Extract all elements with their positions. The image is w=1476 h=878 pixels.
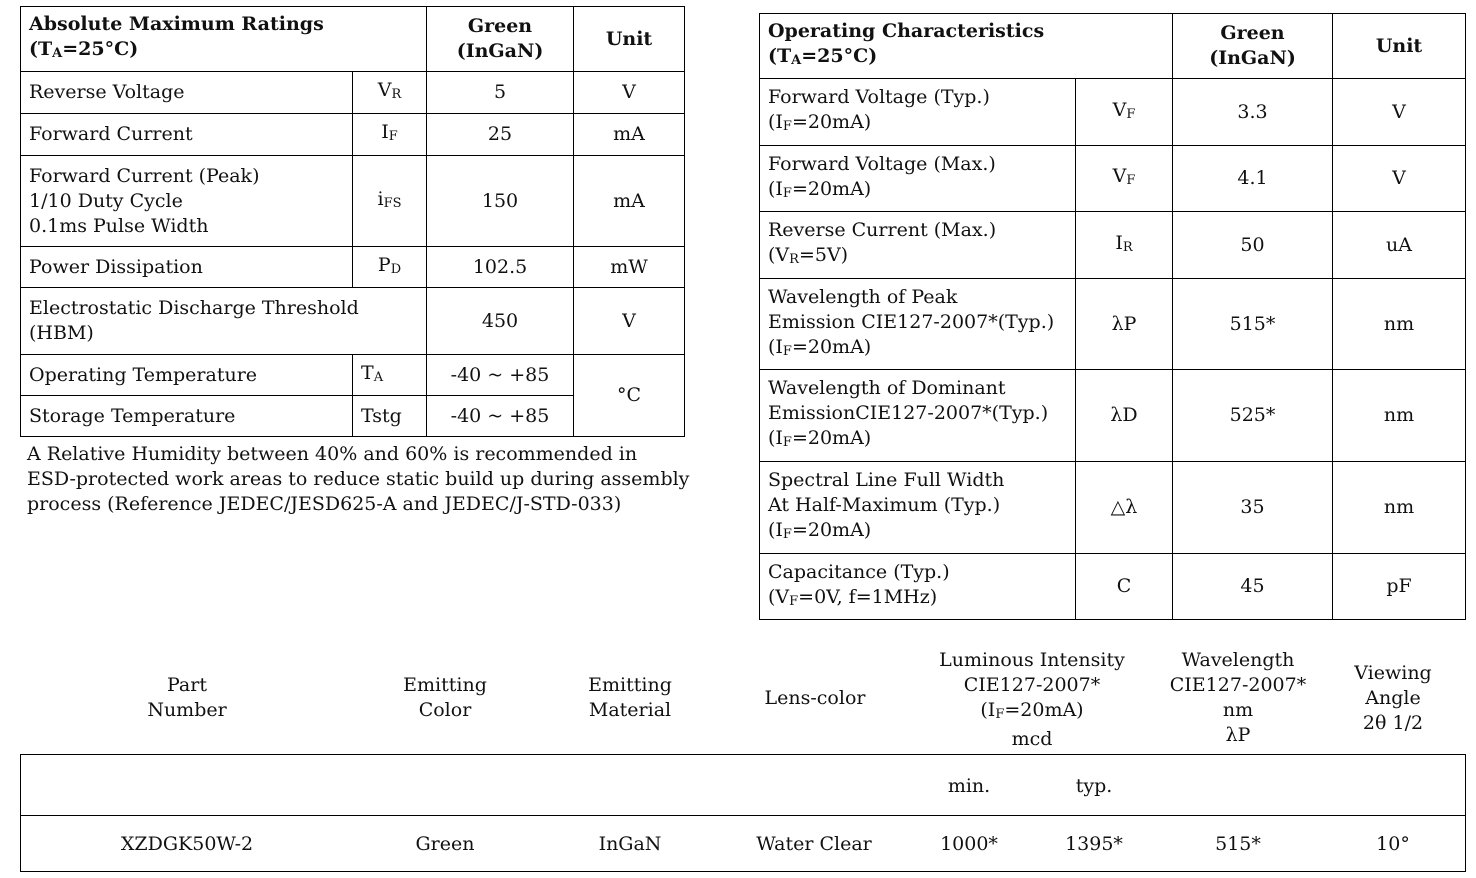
parameter-name: Spectral Line Full Width At Half-Maximum (Typ.) $(I_F=20mA)$ [760,462,1076,554]
table-header-row [760,14,1466,79]
unit: V [1333,146,1466,212]
header-part-number: Part Number [147,674,227,721]
intensity-typ: 1395* [1065,833,1123,855]
header-emitting-color: Emitting Color [403,674,487,721]
table-row [760,370,1466,462]
table-row [21,156,685,247]
parameter-name: Reverse Voltage [21,72,353,114]
symbol: Tstg [353,396,427,437]
symbol: C [1076,554,1173,620]
table-row [760,212,1466,279]
operating-characteristics-table [759,13,1466,620]
unit: mA [574,156,685,247]
parameter-name: Capacitance (Typ.) ($V_F=0V$, f=1MHz) [760,554,1076,620]
parameter-name: Wavelength of Peak Emission CIE127-2007*(Typ.) $(I_F=20mA)$ [760,279,1076,370]
parameter-name: Forward Current (Peak) 1/10 Duty Cycle 0.1ms Pulse Width [21,156,353,247]
intensity-min: 1000* [940,833,998,855]
column-header-green: Green (InGaN) [427,7,574,72]
parameter-name: Reverse Current (Max.) $(V_R=5V)$ [760,212,1076,279]
table-title: Absolute Maximum Ratings $(T_A=25^\circ C)$ [21,7,427,72]
value: -40 ~ +85 [427,396,574,437]
parameter-name: Operating Temperature [21,355,353,396]
table-row [21,247,685,288]
table-row [760,279,1466,370]
unit: mW [574,247,685,288]
symbol: $V_R$ [353,72,427,114]
value: 515* [1173,279,1333,370]
divider [21,815,1465,816]
unit: V [574,288,685,355]
value: 25 [427,114,574,156]
table-row [760,462,1466,554]
parameter-name: Forward Voltage (Typ.) $(I_F=20mA)$ [760,79,1076,146]
value: 3.3 [1173,79,1333,146]
value: 525* [1173,370,1333,462]
value: -40 ~ +85 [427,355,574,396]
symbol: △λ [1076,462,1173,554]
unit: nm [1333,462,1466,554]
table-row [21,114,685,156]
emitting-color: Green [415,833,475,855]
symbol: $T_A$ [353,355,427,396]
column-header-unit: Unit [574,7,685,72]
symbol: $I_R$ [1076,212,1173,279]
value: 150 [427,156,574,247]
parameter-name: Forward Voltage (Max.) $(I_F=20mA)$ [760,146,1076,212]
viewing-angle-value: 10° [1376,833,1410,855]
unit: V [574,72,685,114]
subheader-min: min. [947,775,991,797]
value: 50 [1173,212,1333,279]
parameter-name: Power Dissipation [21,247,353,288]
unit: V [1333,79,1466,146]
symbol: λD [1076,370,1173,462]
symbol: $I_F$ [353,114,427,156]
value: 5 [427,72,574,114]
value: 35 [1173,462,1333,554]
symbol: $P_D$ [353,247,427,288]
value: 45 [1173,554,1333,620]
column-header-unit: Unit [1333,14,1466,79]
absolute-maximum-ratings-table [20,6,685,437]
unit: nm [1333,279,1466,370]
unit: uA [1333,212,1466,279]
parameter-name: Wavelength of Dominant EmissionCIE127-2007*(Typ.) $(I_F=20mA)$ [760,370,1076,462]
symbol: λP [1076,279,1173,370]
header-viewing-angle: Viewing Angle 2θ 1/2 [1354,662,1432,734]
table-row [760,554,1466,620]
lens-color: Water Clear [756,833,872,855]
header-wavelength: Wavelength CIE127-2007* nm λP [1169,649,1307,746]
unit: pF [1333,554,1466,620]
parameter-name: Electrostatic Discharge Threshold (HBM) [21,288,427,355]
table-row [760,79,1466,146]
value: 4.1 [1173,146,1333,212]
header-emitting-material: Emitting Material [588,674,672,721]
subheader-typ: typ. [1075,775,1113,797]
table-header-row [21,7,685,72]
table-title: Operating Characteristics $(T_A=25^\circ C)$ [760,14,1173,79]
header-luminous-intensity: Luminous Intensity CIE127-2007* $(I_F=20mA)$ mcd [939,649,1125,750]
parameter-name: Forward Current [21,114,353,156]
unit: nm [1333,370,1466,462]
table-row [21,355,685,396]
table-row [21,288,685,355]
unit: mA [574,114,685,156]
table-row [21,72,685,114]
table-row [760,146,1466,212]
symbol: $V_F$ [1076,79,1173,146]
humidity-note: A Relative Humidity between 40% and 60% is recommended in ESD-protected work areas to reduce static build up during assembly process (Reference JEDEC/JESD625-A and JEDEC/J-STD-033) [27,443,690,515]
part-number: XZDGK50W-2 [120,833,254,855]
value: 102.5 [427,247,574,288]
value: 450 [427,288,574,355]
parameter-name: Storage Temperature [21,396,353,437]
symbol: $V_F$ [1076,146,1173,212]
symbol: $i_{FS}$ [353,156,427,247]
header-lens-color: Lens-color [764,687,866,709]
column-header-green: Green (InGaN) [1173,14,1333,79]
emitting-material: InGaN [598,833,662,855]
wavelength-value: 515* [1215,833,1261,855]
unit: °C [574,355,685,437]
